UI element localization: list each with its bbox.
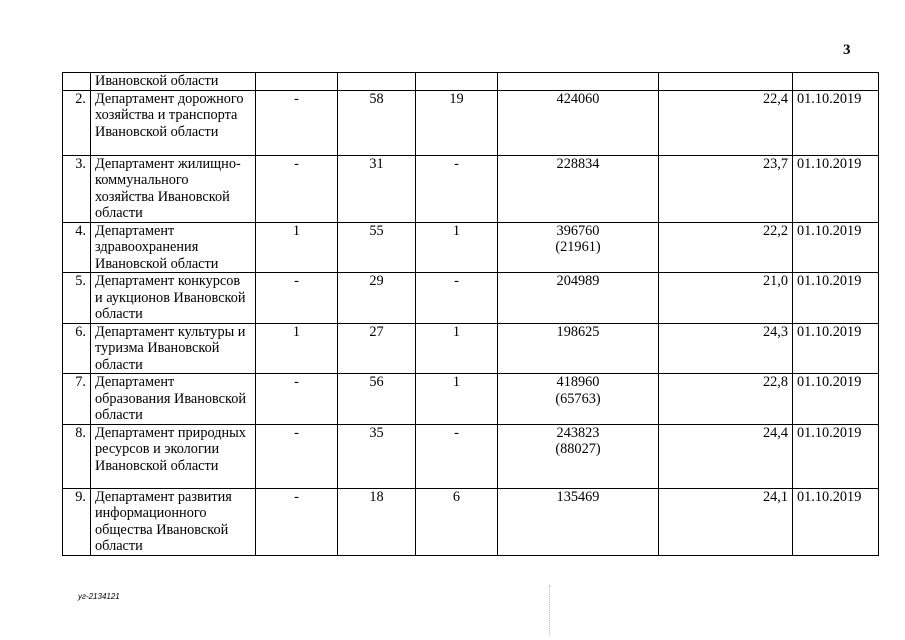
cell-col7: 24,1 xyxy=(659,488,793,555)
cell-col5: - xyxy=(416,273,498,324)
cell-col5: 1 xyxy=(416,374,498,425)
cell-name: Департамент жилищно-коммунального хозяйства Ивановской области xyxy=(91,155,256,222)
cell-col4: 56 xyxy=(338,374,416,425)
cell-col5: - xyxy=(416,155,498,222)
cell-col8: 01.10.2019 xyxy=(793,222,879,273)
cell-col7: 23,7 xyxy=(659,155,793,222)
cell-col6: 228834 xyxy=(498,155,659,222)
cell-no: 6. xyxy=(63,323,91,374)
cell-col4: 27 xyxy=(338,323,416,374)
table-row xyxy=(63,273,879,324)
table-row xyxy=(63,488,879,555)
cell-col4: 58 xyxy=(338,90,416,155)
cell-col6: 204989 xyxy=(498,273,659,324)
cell-no xyxy=(63,73,91,91)
cell-col3: - xyxy=(256,273,338,324)
cell-col4: 29 xyxy=(338,273,416,324)
cell-col5: 1 xyxy=(416,323,498,374)
table-row xyxy=(63,424,879,488)
cell-col5: 6 xyxy=(416,488,498,555)
cell-col4: 31 xyxy=(338,155,416,222)
cell-col6: 418960 (65763) xyxy=(498,374,659,425)
cell-col8: 01.10.2019 xyxy=(793,323,879,374)
cell-col4: 55 xyxy=(338,222,416,273)
cell-col7: 21,0 xyxy=(659,273,793,324)
data-table xyxy=(62,72,879,556)
cell-col6: 424060 xyxy=(498,90,659,155)
cell-col5: - xyxy=(416,424,498,488)
cell-name: Департамент дорожного хозяйства и транспорта Ивановской области xyxy=(91,90,256,155)
cell-col4: 18 xyxy=(338,488,416,555)
table-row xyxy=(63,323,879,374)
cell-col7: 22,2 xyxy=(659,222,793,273)
cell-col6: 198625 xyxy=(498,323,659,374)
cell-name: Департамент образования Ивановской области xyxy=(91,374,256,425)
table-row xyxy=(63,90,879,155)
cell-col6: 396760 (21961) xyxy=(498,222,659,273)
cell-no: 3. xyxy=(63,155,91,222)
cell-col8: 01.10.2019 xyxy=(793,155,879,222)
cell-name: Департамент природных ресурсов и экологии Ивановской области xyxy=(91,424,256,488)
cell-col8: 01.10.2019 xyxy=(793,424,879,488)
cell-col6: 243823 (88027) xyxy=(498,424,659,488)
cell-name: Департамент конкурсов и аукционов Ивановской области xyxy=(91,273,256,324)
table-row xyxy=(63,222,879,273)
cell-col4: 35 xyxy=(338,424,416,488)
cell-col3: 1 xyxy=(256,323,338,374)
cell-col6: 135469 xyxy=(498,488,659,555)
cell-no: 5. xyxy=(63,273,91,324)
cell-col7: 24,3 xyxy=(659,323,793,374)
cell-no: 4. xyxy=(63,222,91,273)
cell-col3: - xyxy=(256,424,338,488)
cell-col3: 1 xyxy=(256,222,338,273)
cell-col8: 01.10.2019 xyxy=(793,488,879,555)
cell-col5: 1 xyxy=(416,222,498,273)
scan-fold-line xyxy=(549,585,550,635)
cell-col5: 19 xyxy=(416,90,498,155)
cell-col8: 01.10.2019 xyxy=(793,90,879,155)
cell-col3: - xyxy=(256,488,338,555)
cell-no: 9. xyxy=(63,488,91,555)
cell-name: Департамент здравоохранения Ивановской области xyxy=(91,222,256,273)
cell-col3: - xyxy=(256,374,338,425)
cell-name: Департамент развития информационного общества Ивановской области xyxy=(91,488,256,555)
cell-col7: 22,8 xyxy=(659,374,793,425)
document-code: уг-2134121 xyxy=(78,592,120,601)
cell-col8: 01.10.2019 xyxy=(793,374,879,425)
page-number: 3 xyxy=(843,42,851,58)
cell-col3: - xyxy=(256,155,338,222)
table-row xyxy=(63,155,879,222)
cell-no: 2. xyxy=(63,90,91,155)
table-row xyxy=(63,374,879,425)
cell-col7: 22,4 xyxy=(659,90,793,155)
cell-name: Департамент культуры и туризма Ивановской области xyxy=(91,323,256,374)
cell-name: Ивановской области xyxy=(91,73,256,91)
cell-col7: 24,4 xyxy=(659,424,793,488)
cell-no: 7. xyxy=(63,374,91,425)
cell-col8: 01.10.2019 xyxy=(793,273,879,324)
table-row-continuation xyxy=(63,73,879,91)
cell-no: 8. xyxy=(63,424,91,488)
cell-col3: - xyxy=(256,90,338,155)
